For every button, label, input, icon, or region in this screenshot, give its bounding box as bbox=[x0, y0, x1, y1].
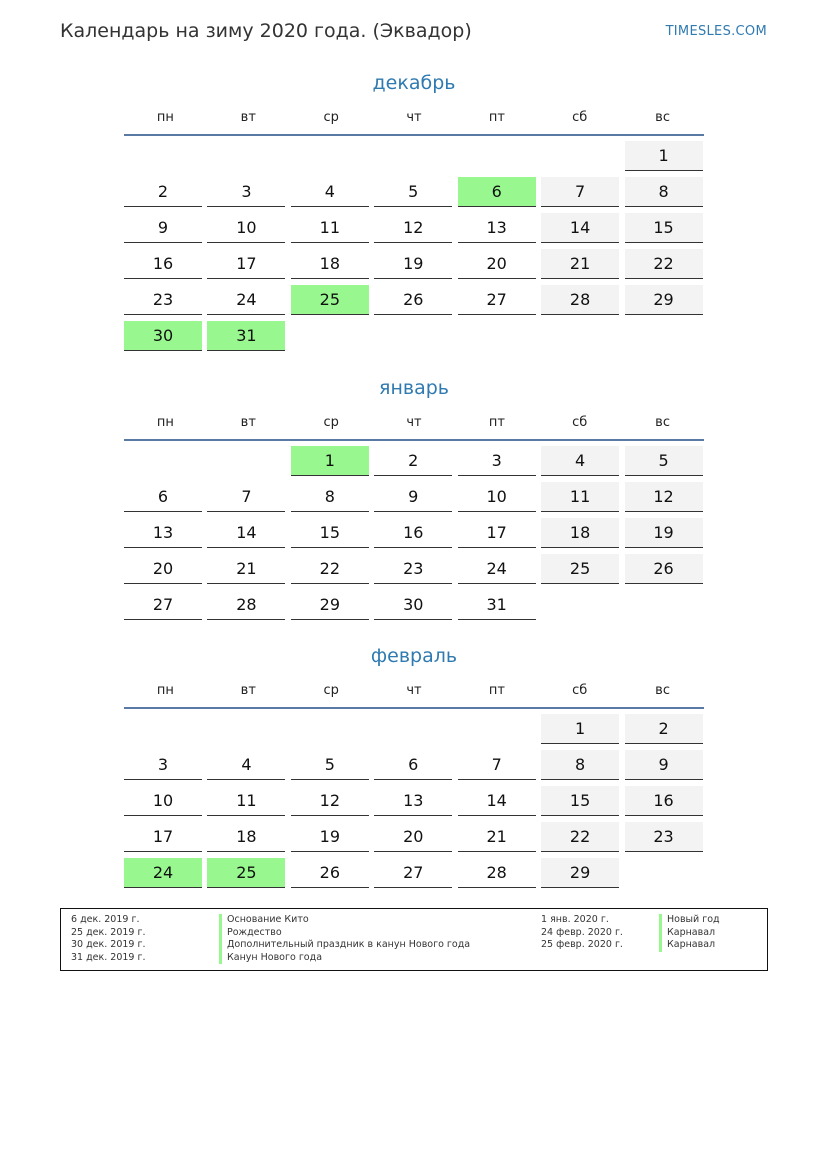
day-cell[interactable]: 18 bbox=[207, 822, 285, 852]
day-cell[interactable]: 26 bbox=[291, 858, 369, 888]
day-cell[interactable]: 8 bbox=[625, 177, 703, 207]
week-row bbox=[124, 709, 704, 745]
month-name: февраль bbox=[370, 645, 458, 667]
day-cell[interactable]: 11 bbox=[541, 482, 619, 512]
day-cell[interactable]: 1 bbox=[625, 141, 703, 171]
legend-holiday-name: Карнавал bbox=[659, 939, 720, 952]
day-cell[interactable]: 16 bbox=[374, 518, 452, 548]
empty-day bbox=[458, 714, 536, 744]
day-cell[interactable]: 4 bbox=[207, 750, 285, 780]
legend-date: 24 февр. 2020 г. bbox=[541, 926, 623, 938]
day-cell[interactable]: 31 bbox=[207, 321, 285, 351]
legend-holiday-name: Дополнительный праздник в канун Нового года bbox=[219, 939, 470, 952]
weekday-label: ср bbox=[323, 110, 339, 125]
empty-day bbox=[124, 141, 202, 171]
day-cell[interactable]: 10 bbox=[124, 786, 202, 816]
holiday-legend bbox=[60, 908, 768, 971]
empty-day bbox=[207, 446, 285, 476]
empty-day bbox=[458, 321, 536, 351]
day-cell[interactable]: 2 bbox=[625, 714, 703, 744]
legend-date: 31 дек. 2019 г. bbox=[71, 951, 146, 963]
legend-holiday-name: Карнавал bbox=[659, 927, 720, 940]
site-link[interactable]: TIMESLES.COM bbox=[665, 24, 767, 39]
legend-date: 6 дек. 2019 г. bbox=[71, 914, 140, 925]
day-cell[interactable]: 1 bbox=[291, 446, 369, 476]
day-cell[interactable]: 13 bbox=[458, 213, 536, 243]
day-cell[interactable]: 29 bbox=[291, 590, 369, 620]
empty-day bbox=[458, 141, 536, 171]
legend-holiday-name: Новый год bbox=[659, 914, 720, 927]
empty-day bbox=[207, 714, 285, 744]
day-cell[interactable]: 20 bbox=[124, 554, 202, 584]
empty-day bbox=[541, 321, 619, 351]
day-cell[interactable]: 31 bbox=[458, 590, 536, 620]
day-cell[interactable]: 28 bbox=[541, 285, 619, 315]
day-cell[interactable]: 6 bbox=[374, 750, 452, 780]
day-cell[interactable]: 16 bbox=[625, 786, 703, 816]
weekday-label: пт bbox=[488, 415, 505, 430]
weekday-header bbox=[124, 671, 704, 709]
day-cell[interactable]: 4 bbox=[291, 177, 369, 207]
month-name: декабрь bbox=[372, 72, 456, 94]
day-cell[interactable]: 17 bbox=[207, 249, 285, 279]
empty-day bbox=[124, 714, 202, 744]
weekday-label: пт bbox=[488, 110, 505, 125]
day-cell[interactable]: 6 bbox=[124, 482, 202, 512]
legend-right-names bbox=[659, 914, 720, 952]
day-cell[interactable]: 30 bbox=[374, 590, 452, 620]
empty-day bbox=[541, 590, 619, 620]
weekday-header bbox=[124, 403, 704, 441]
day-cell[interactable]: 21 bbox=[541, 249, 619, 279]
weekday-label: пн bbox=[156, 415, 174, 430]
day-cell[interactable]: 27 bbox=[374, 858, 452, 888]
week-row bbox=[124, 513, 704, 549]
weekday-label: вс bbox=[655, 415, 670, 430]
day-cell[interactable]: 15 bbox=[541, 786, 619, 816]
empty-day bbox=[374, 714, 452, 744]
day-cell[interactable]: 23 bbox=[124, 285, 202, 315]
legend-date: 25 февр. 2020 г. bbox=[541, 939, 623, 950]
page-title: Календарь на зиму 2020 года. (Эквадор) bbox=[60, 20, 472, 42]
month-january bbox=[124, 373, 704, 621]
day-cell[interactable]: 30 bbox=[124, 321, 202, 351]
day-cell[interactable]: 10 bbox=[207, 213, 285, 243]
empty-day bbox=[124, 446, 202, 476]
day-cell[interactable]: 14 bbox=[207, 518, 285, 548]
day-cell[interactable]: 11 bbox=[207, 786, 285, 816]
day-cell[interactable]: 12 bbox=[291, 786, 369, 816]
day-cell[interactable]: 28 bbox=[458, 858, 536, 888]
month-name: январь bbox=[379, 377, 449, 399]
weekday-label: пн bbox=[156, 683, 174, 698]
legend-right-dates bbox=[541, 914, 623, 952]
day-cell[interactable]: 25 bbox=[207, 858, 285, 888]
day-cell[interactable]: 9 bbox=[374, 482, 452, 512]
day-cell[interactable]: 12 bbox=[374, 213, 452, 243]
day-cell[interactable]: 25 bbox=[541, 554, 619, 584]
day-cell[interactable]: 21 bbox=[207, 554, 285, 584]
week-row bbox=[124, 477, 704, 513]
week-row bbox=[124, 853, 704, 889]
weekday-label: чт bbox=[406, 110, 422, 125]
day-cell[interactable]: 17 bbox=[458, 518, 536, 548]
day-cell[interactable]: 25 bbox=[291, 285, 369, 315]
day-cell[interactable]: 7 bbox=[541, 177, 619, 207]
weekday-label: вт bbox=[240, 110, 256, 125]
day-cell[interactable]: 20 bbox=[458, 249, 536, 279]
weekday-label: вт bbox=[240, 683, 256, 698]
day-cell[interactable]: 22 bbox=[541, 822, 619, 852]
weekday-label: вт bbox=[240, 415, 256, 430]
weekday-label: сб bbox=[572, 415, 588, 430]
day-cell[interactable]: 3 bbox=[458, 446, 536, 476]
empty-day bbox=[291, 714, 369, 744]
day-cell[interactable]: 6 bbox=[458, 177, 536, 207]
week-row bbox=[124, 136, 704, 172]
day-cell[interactable]: 3 bbox=[207, 177, 285, 207]
week-row bbox=[124, 244, 704, 280]
weekday-label: чт bbox=[406, 683, 422, 698]
week-row bbox=[124, 817, 704, 853]
day-cell[interactable]: 22 bbox=[625, 249, 703, 279]
day-cell[interactable]: 5 bbox=[291, 750, 369, 780]
day-cell[interactable]: 28 bbox=[207, 590, 285, 620]
day-cell[interactable]: 16 bbox=[124, 249, 202, 279]
legend-left-names bbox=[219, 914, 470, 964]
day-cell[interactable]: 8 bbox=[541, 750, 619, 780]
week-row bbox=[124, 316, 704, 352]
day-cell[interactable]: 24 bbox=[207, 285, 285, 315]
month-february bbox=[124, 641, 704, 889]
day-cell[interactable]: 14 bbox=[458, 786, 536, 816]
day-cell[interactable]: 10 bbox=[458, 482, 536, 512]
day-cell[interactable]: 7 bbox=[207, 482, 285, 512]
day-cell[interactable]: 24 bbox=[458, 554, 536, 584]
day-cell[interactable]: 5 bbox=[625, 446, 703, 476]
legend-date: 1 янв. 2020 г. bbox=[541, 914, 609, 925]
day-cell[interactable]: 18 bbox=[541, 518, 619, 548]
empty-day bbox=[541, 141, 619, 171]
legend-holiday-name: Основание Кито bbox=[219, 914, 470, 927]
weekday-label: ср bbox=[323, 415, 339, 430]
legend-left-dates bbox=[71, 914, 146, 964]
empty-day bbox=[207, 141, 285, 171]
week-row bbox=[124, 549, 704, 585]
day-cell[interactable]: 13 bbox=[374, 786, 452, 816]
legend-date: 25 дек. 2019 г. bbox=[71, 926, 146, 938]
day-cell[interactable]: 24 bbox=[124, 858, 202, 888]
weekday-label: ср bbox=[323, 683, 339, 698]
empty-day bbox=[374, 141, 452, 171]
empty-day bbox=[374, 321, 452, 351]
day-cell[interactable]: 22 bbox=[291, 554, 369, 584]
day-cell[interactable]: 19 bbox=[291, 822, 369, 852]
weekday-label: чт bbox=[406, 415, 422, 430]
weekday-label: сб bbox=[572, 683, 588, 698]
weekday-label: пн bbox=[156, 110, 174, 125]
day-cell[interactable]: 19 bbox=[625, 518, 703, 548]
week-row bbox=[124, 781, 704, 817]
day-cell[interactable]: 21 bbox=[458, 822, 536, 852]
day-cell[interactable]: 11 bbox=[291, 213, 369, 243]
day-cell[interactable]: 2 bbox=[374, 446, 452, 476]
day-cell[interactable]: 20 bbox=[374, 822, 452, 852]
empty-day bbox=[291, 141, 369, 171]
legend-holiday-name: Рождество bbox=[219, 927, 470, 940]
day-cell[interactable]: 9 bbox=[124, 213, 202, 243]
week-row bbox=[124, 585, 704, 621]
week-row bbox=[124, 172, 704, 208]
day-cell[interactable]: 5 bbox=[374, 177, 452, 207]
week-row bbox=[124, 280, 704, 316]
day-cell[interactable]: 15 bbox=[291, 518, 369, 548]
day-cell[interactable]: 26 bbox=[625, 554, 703, 584]
day-cell[interactable]: 27 bbox=[458, 285, 536, 315]
day-cell[interactable]: 7 bbox=[458, 750, 536, 780]
empty-day bbox=[625, 321, 703, 351]
week-row bbox=[124, 441, 704, 477]
legend-date: 30 дек. 2019 г. bbox=[71, 939, 146, 950]
day-cell[interactable]: 3 bbox=[124, 750, 202, 780]
week-row bbox=[124, 745, 704, 781]
empty-day bbox=[625, 590, 703, 620]
day-cell[interactable]: 29 bbox=[541, 858, 619, 888]
day-cell[interactable]: 15 bbox=[625, 213, 703, 243]
legend-holiday-name: Канун Нового года bbox=[219, 952, 470, 965]
day-cell[interactable]: 2 bbox=[124, 177, 202, 207]
day-cell[interactable]: 12 bbox=[625, 482, 703, 512]
week-row bbox=[124, 208, 704, 244]
day-cell[interactable]: 18 bbox=[291, 249, 369, 279]
day-cell[interactable]: 27 bbox=[124, 590, 202, 620]
day-cell[interactable]: 8 bbox=[291, 482, 369, 512]
empty-day bbox=[291, 321, 369, 351]
weekday-header bbox=[124, 98, 704, 136]
day-cell[interactable]: 4 bbox=[541, 446, 619, 476]
day-cell[interactable]: 29 bbox=[625, 285, 703, 315]
day-cell[interactable]: 23 bbox=[625, 822, 703, 852]
month-december bbox=[124, 68, 704, 352]
day-cell[interactable]: 23 bbox=[374, 554, 452, 584]
day-cell[interactable]: 14 bbox=[541, 213, 619, 243]
day-cell[interactable]: 9 bbox=[625, 750, 703, 780]
weekday-label: сб bbox=[572, 110, 588, 125]
day-cell[interactable]: 13 bbox=[124, 518, 202, 548]
day-cell[interactable]: 1 bbox=[541, 714, 619, 744]
day-cell[interactable]: 17 bbox=[124, 822, 202, 852]
weekday-label: пт bbox=[488, 683, 505, 698]
day-cell[interactable]: 19 bbox=[374, 249, 452, 279]
weekday-label: вс bbox=[655, 683, 670, 698]
weekday-label: вс bbox=[655, 110, 670, 125]
empty-day bbox=[625, 858, 703, 888]
day-cell[interactable]: 26 bbox=[374, 285, 452, 315]
